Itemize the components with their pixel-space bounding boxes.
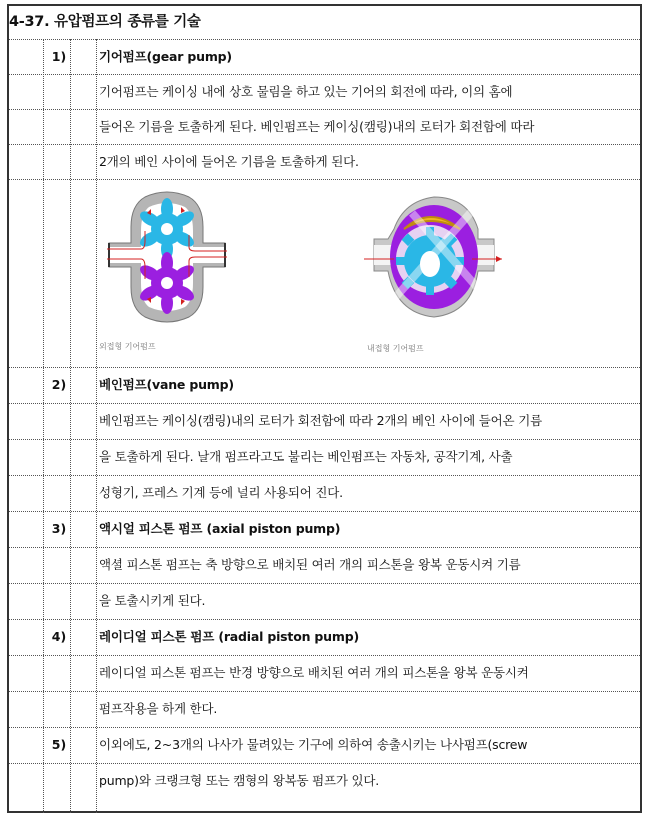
section-number: 2) (51, 377, 67, 392)
section-number: 3) (51, 521, 67, 536)
text-line (9, 74, 640, 109)
section-4-heading-row (9, 619, 640, 655)
section-heading: 기어펌프(gear pump) (99, 49, 232, 64)
body-text: 베인펌프는 케이싱(캠링)내의 로터가 회전함에 따라 2개의 베인 사이에 들어온 기름 (99, 413, 542, 428)
text-line (9, 547, 640, 583)
figures-row (9, 179, 640, 367)
text-line (9, 475, 640, 511)
figure-caption: 내접형 기어펌프 (367, 344, 424, 353)
body-text: 을 토출하게 된다. 날개 펌프라고도 불리는 베인펌프는 자동차, 공작기계, 사출 (99, 449, 513, 464)
body-text: 들어온 기름을 토출하게 된다. 베인펌프는 케이싱(캠링)내의 로터가 회전함에 따라 (99, 119, 535, 134)
section-3-heading-row (9, 511, 640, 547)
text-line (9, 691, 640, 727)
body-text: 2개의 베인 사이에 들어온 기름을 토출하게 된다. (99, 154, 359, 169)
body-text: pump)와 크랭크형 또는 캠형의 왕복동 펌프가 있다. (99, 773, 380, 788)
text-line (9, 655, 640, 691)
internal-gear-pump-diagram (364, 189, 504, 329)
section-heading: 레이디얼 피스톤 펌프 (radial piston pump) (99, 629, 359, 644)
text-line (9, 439, 640, 475)
text-line (9, 109, 640, 144)
document-sheet (7, 4, 642, 813)
section-heading: 베인펌프(vane pump) (99, 377, 234, 392)
body-text: 성형기, 프레스 기계 등에 널리 사용되어 진다. (99, 485, 343, 500)
text-line (9, 403, 640, 439)
section-2-heading-row (9, 367, 640, 403)
external-gear-pump-diagram (107, 187, 227, 327)
text-line (9, 144, 640, 179)
section-5-row (9, 727, 640, 763)
section-number: 1) (51, 49, 67, 64)
section-heading: 액시얼 피스톤 펌프 (axial piston pump) (99, 521, 341, 536)
figure-caption: 외접형 기어펌프 (99, 342, 156, 351)
section-number: 5) (51, 737, 67, 752)
body-text: 기어펌프는 케이싱 내에 상호 물림을 하고 있는 기어의 회전에 따라, 이의 홈에 (99, 84, 513, 99)
body-text: 펌프작용을 하게 한다. (99, 701, 218, 716)
text-line (9, 763, 640, 799)
body-text: 이외에도, 2~3개의 나사가 물려있는 기구에 의하여 송출시키는 나사펌프(screw (99, 737, 528, 752)
section-number: 4) (51, 629, 67, 644)
body-text: 레이디얼 피스톤 펌프는 반경 방향으로 배치된 여러 개의 피스톤을 왕복 운동시켜 (99, 665, 529, 680)
section-1-heading-row (9, 39, 640, 74)
text-line (9, 583, 640, 619)
body-text: 을 토출시키게 된다. (99, 593, 206, 608)
document-title: 4-37. 유압펌프의 종류를 기술 (9, 14, 201, 30)
body-text: 액셜 피스톤 펌프는 축 방향으로 배치된 여러 개의 피스톤을 왕복 운동시켜 기름 (99, 557, 521, 572)
